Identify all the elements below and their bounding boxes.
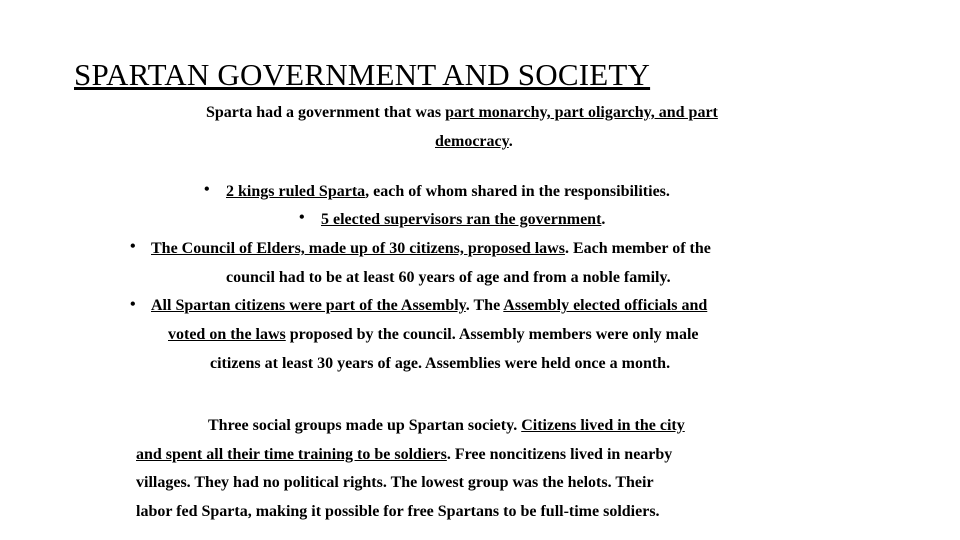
society-highlight: Citizens lived in the city (521, 417, 685, 434)
society-line-3: villages. They had no political rights. The lowest group was the helots. Their (136, 474, 654, 491)
society-line-1 (208, 416, 685, 436)
page-title: SPARTAN GOVERNMENT AND SOCIETY (74, 57, 651, 92)
bullet-assembly-highlight-3: voted on the laws (168, 326, 286, 343)
bullet-kings-highlight: 2 kings ruled Sparta (226, 183, 366, 200)
bullet-assembly-highlight: All Spartan citizens were part of the Assembly (151, 297, 466, 314)
intro-line-1 (206, 103, 718, 123)
bullet-assembly-highlight-2: Assembly elected officials and (503, 297, 708, 314)
intro-highlight-2: democracy (435, 133, 509, 150)
bullet-kings (226, 182, 670, 202)
intro-highlight: part monarchy, part oligarchy, and part (445, 104, 718, 121)
bullet-supervisors-text: . (601, 211, 606, 228)
bullet-council (151, 239, 711, 259)
society-text-2: . Free noncitizens lived in nearby (446, 446, 673, 463)
intro-period: . (508, 133, 513, 150)
bullet-council-text: . Each member of the (564, 240, 711, 257)
society-line-4: labor fed Sparta, making it possible for free Spartans to be full-time soldiers. (136, 503, 660, 520)
bullet-assembly-text: . The (465, 297, 504, 314)
bullet-icon: • (130, 238, 136, 255)
bullet-assembly-line-2 (168, 325, 699, 345)
bullet-council-line-2: council had to be at least 60 years of age and from a noble family. (226, 269, 671, 286)
bullet-kings-text: , each of whom shared in the responsibilities. (365, 183, 670, 200)
bullet-assembly-text-2: proposed by the council. Assembly members were only male (285, 326, 699, 343)
society-text: Three social groups made up Spartan society. (208, 417, 522, 434)
bullet-council-highlight: The Council of Elders, made up of 30 citizens, proposed laws (151, 240, 565, 257)
bullet-supervisors (321, 210, 605, 230)
bullet-supervisors-highlight: 5 elected supervisors ran the government (321, 211, 602, 228)
bullet-icon: • (204, 181, 210, 198)
bullet-assembly-line-3: citizens at least 30 years of age. Assemblies were held once a month. (210, 355, 671, 372)
society-highlight-2: and spent all their time training to be soldiers (136, 446, 447, 463)
bullet-icon: • (130, 296, 136, 313)
bullet-assembly (151, 296, 707, 316)
society-line-2 (136, 445, 672, 465)
intro-line-2 (435, 132, 513, 152)
bullet-icon: • (299, 209, 305, 226)
intro-text: Sparta had a government that was (206, 104, 446, 121)
